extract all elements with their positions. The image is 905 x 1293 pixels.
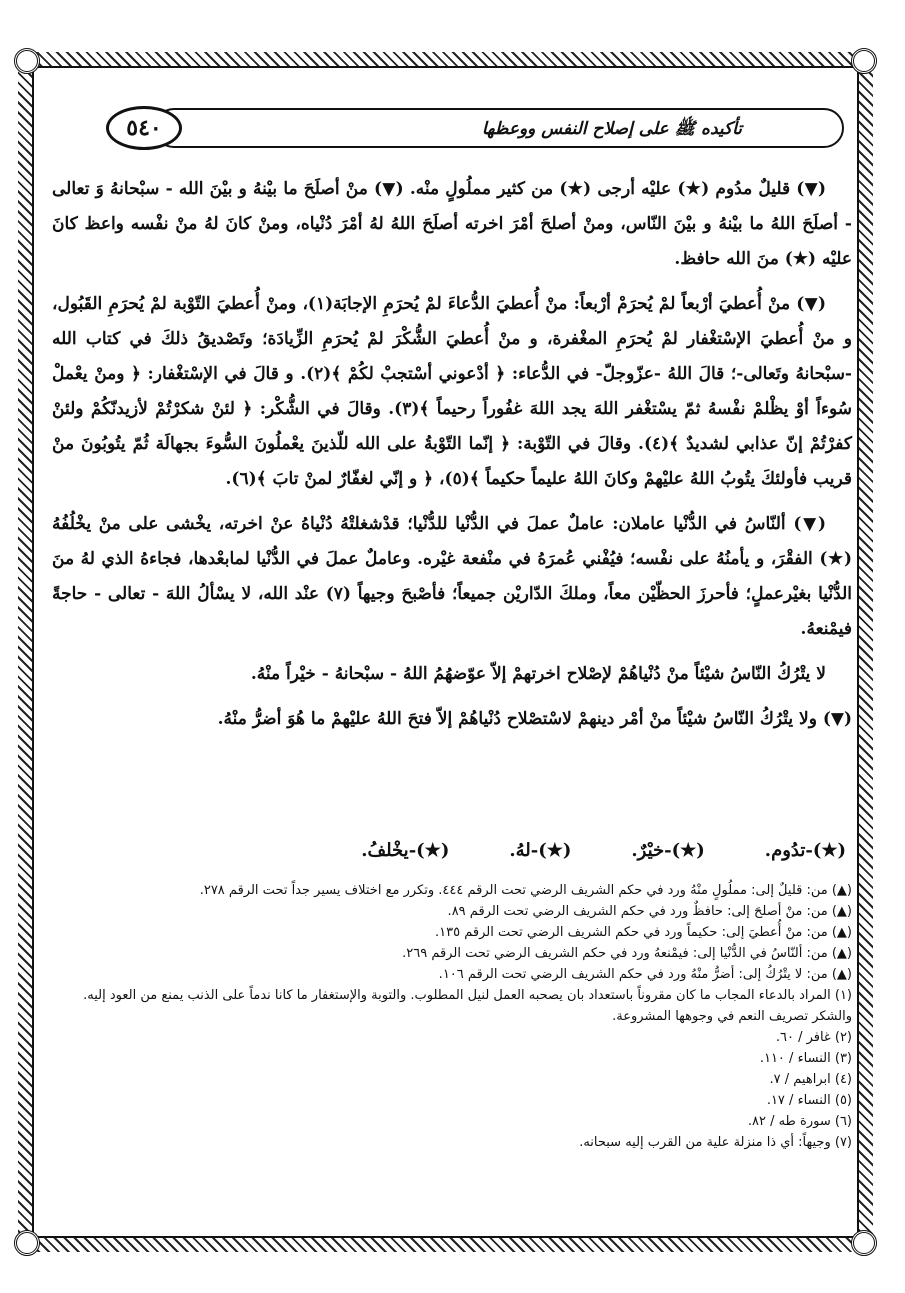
paragraph: لا يتْرُكُ النّاسُ شيْئاً منْ دُنْياهُمْ لإصْلاح اخرتهمْ إلاّ عوّضهُمُ اللهُ - سبْحانهُ - خيْراً منْهُ. xyxy=(250,664,826,684)
star-variant: (★)-خيْرٌ. xyxy=(631,840,705,861)
corner-ornament-icon xyxy=(851,1230,877,1256)
page-header xyxy=(52,106,852,150)
corner-ornament-icon xyxy=(14,48,40,74)
footnote: (▲) من: ألنّاسُ في الدُّنْيا إلى: فيمْنعهُ ورد في حكم الشريف الرضي تحت الرقم ٢٦٩. xyxy=(402,946,852,961)
paragraph: (▼) قليلٌ مدُوم (★) عليْه أرجى (★) من كثير مملُولٍ منْه. (▼) منْ أصلَحَ ما بيْنهُ و بيْنَ الله - سبْحانهُ وَ تعالى - أصلَحَ اللهُ ما بيْنهُ و بيْنَ النّاس، ومنْ أصلحَ أمْرَ اخرته أصلَحَ اللهُ لهُ أمْرَ دُنْياه، ومنْ كانَ لهُ منْ نفْسه واعظ كانَ عليْه (★) منَ الله حافظ. xyxy=(52,179,852,269)
footnote: (٦) سورة طه / ٨٢. xyxy=(747,1114,852,1129)
footnote: (▲) من: لا يتْرُكُ إلى: أضرُّ منْهُ ورد في حكم الشريف الرضي تحت الرقم ١٠٦. xyxy=(438,967,852,982)
star-variant: (★)-لهُ. xyxy=(509,840,572,861)
footnote: (▲) من: قليلٌ إلى: مملُولٍ منْهُ ورد في حكم الشريف الرضي تحت الرقم ٤٤٤. وتكرر مع اختلاف يسير جداً تحت الرقم ٢٧٨. xyxy=(199,883,852,898)
footnote: (٣) النساء / ١١٠. xyxy=(759,1051,852,1066)
star-variant: (★)-تدُوم. xyxy=(764,840,846,861)
footnote: (٤) ابراهيم / ٧. xyxy=(769,1072,852,1087)
header-title-box xyxy=(154,108,844,148)
page-title: تأكيده ﷺ على إصلاح النفس ووعظها xyxy=(481,119,742,139)
footnote: (١) المراد بالدعاء المجاب ما كان مقروناً باستعداد بان يصحبه العمل لنيل المطلوب. والتوبة والإستغفار ما كانا ندماً على الذنب يمنع من العود إليه. والشكر تصريف النعم في وجوهها المشروعة. xyxy=(83,988,852,1024)
star-variant: (★)-يخْلفُ. xyxy=(361,840,450,861)
paragraph: (▼) ألنّاسُ في الدُّنْيا عاملان: عاملٌ عملَ في الدُّنْيا للدُّنْيا؛ قدْشغلتْهُ دُنْياهُ عنْ اخرته، يخْشى على منْ يخْلُفُهُ (★) الفقْرَ، و يأمنُهُ على نفْسه؛ فيُفْني عُمرَهُ في منْفعة غيْره. وعاملٌ عملَ في الدُّنْيا لمابعْدها، فجاءهُ الذي لهُ منَ الدُّنْيا بغيْرعملٍ؛ فأحرزَ الحظّيْن معاً، وملكَ الدّاريْن جميعاً؛ فأصْبحَ وجيهاً (٧) عنْد الله، لا يسْألُ اللهَ - تعالى - حاجةً فيمْنعهُ. xyxy=(52,514,852,639)
footnotes xyxy=(52,880,852,1153)
paragraph: (▼) ولا يتْرُكُ النّاسُ شيْئاً منْ أمْر دينهمْ لاسْتصْلاح دُنْياهُمْ إلاّ فتحَ اللهُ عليْهمْ ما هُوَ أضرُّ منْهُ. xyxy=(217,709,852,729)
corner-ornament-icon xyxy=(851,48,877,74)
corner-ornament-icon xyxy=(14,1230,40,1256)
star-variants xyxy=(52,840,852,861)
footnote: (٧) وجيهاً: أي ذا منزلة علية من القرب إليه سبحانه. xyxy=(579,1135,852,1150)
footnote: (▲) من: منْ أصلحَ إلى: حافظٌ ورد في حكم الشريف الرضي تحت الرقم ٨٩. xyxy=(447,904,852,919)
page-number: ٥٤٠ xyxy=(106,106,182,150)
footnote: (▲) من: منْ أُعطيَ إلى: حكيماً ورد في حكم الشريف الرضي تحت الرقم ١٣٥. xyxy=(434,925,852,940)
paragraph: (▼) منْ أُعطيَ أرْبعاً لمْ يُحرَمْ أرْبعاً: منْ أُعطيَ الدُّعاءَ لمْ يُحرَمِ الإجابَة(١)، ومنْ أُعطيَ التّوْبة لمْ يُحرَمِ القَبُول، و منْ أُعطيَ الإسْتغْفار لمْ يُحرَمِ المغْفرة، و منْ أُعطيَ الشُّكْرَ لمْ يُحرَمِ الزِّيادَة؛ وتَصْديقُ ذلكَ في كتاب الله -سبْحانهُ وتَعالى-؛ قالَ اللهُ -عزّوجلّ- في الدُّعاء: ﴿ أدْعوني أسْتجبْ لكُمْ ﴾(٢). و قالَ في الإسْتغْفار: ﴿ ومنْ يعْملْ سُوءاً أوْ يظْلمْ نفْسهُ ثمّ يسْتغْفر اللهَ يجد اللهَ غفُوراً رحيماً ﴾(٣). وقالَ في الشُّكْر: ﴿ لئنْ شكرْتُمْ لأزيدنّكُمْ ولئنْ كفرْتُمْ إنّ عذابي لشديدٌ ﴾(٤). وقالَ في التّوْبة: ﴿ إنّما التّوْبةُ على الله للّذينَ يعْملُونَ السُّوءَ بجهالَة ثُمّ يتُوبُونَ منْ قريب فأولئكَ يتُوبُ اللهُ عليْهمْ وكانَ اللهُ عليماً حكيماً ﴾(٥)، ﴿ و إنّي لغفّارٌ لمنْ تابَ ﴾(٦). xyxy=(52,294,853,489)
main-text xyxy=(52,172,852,747)
page-content xyxy=(52,72,852,1212)
footnote: (٥) النساء / ١٧. xyxy=(766,1093,852,1108)
footnote: (٢) غافر / ٦٠. xyxy=(775,1030,852,1045)
